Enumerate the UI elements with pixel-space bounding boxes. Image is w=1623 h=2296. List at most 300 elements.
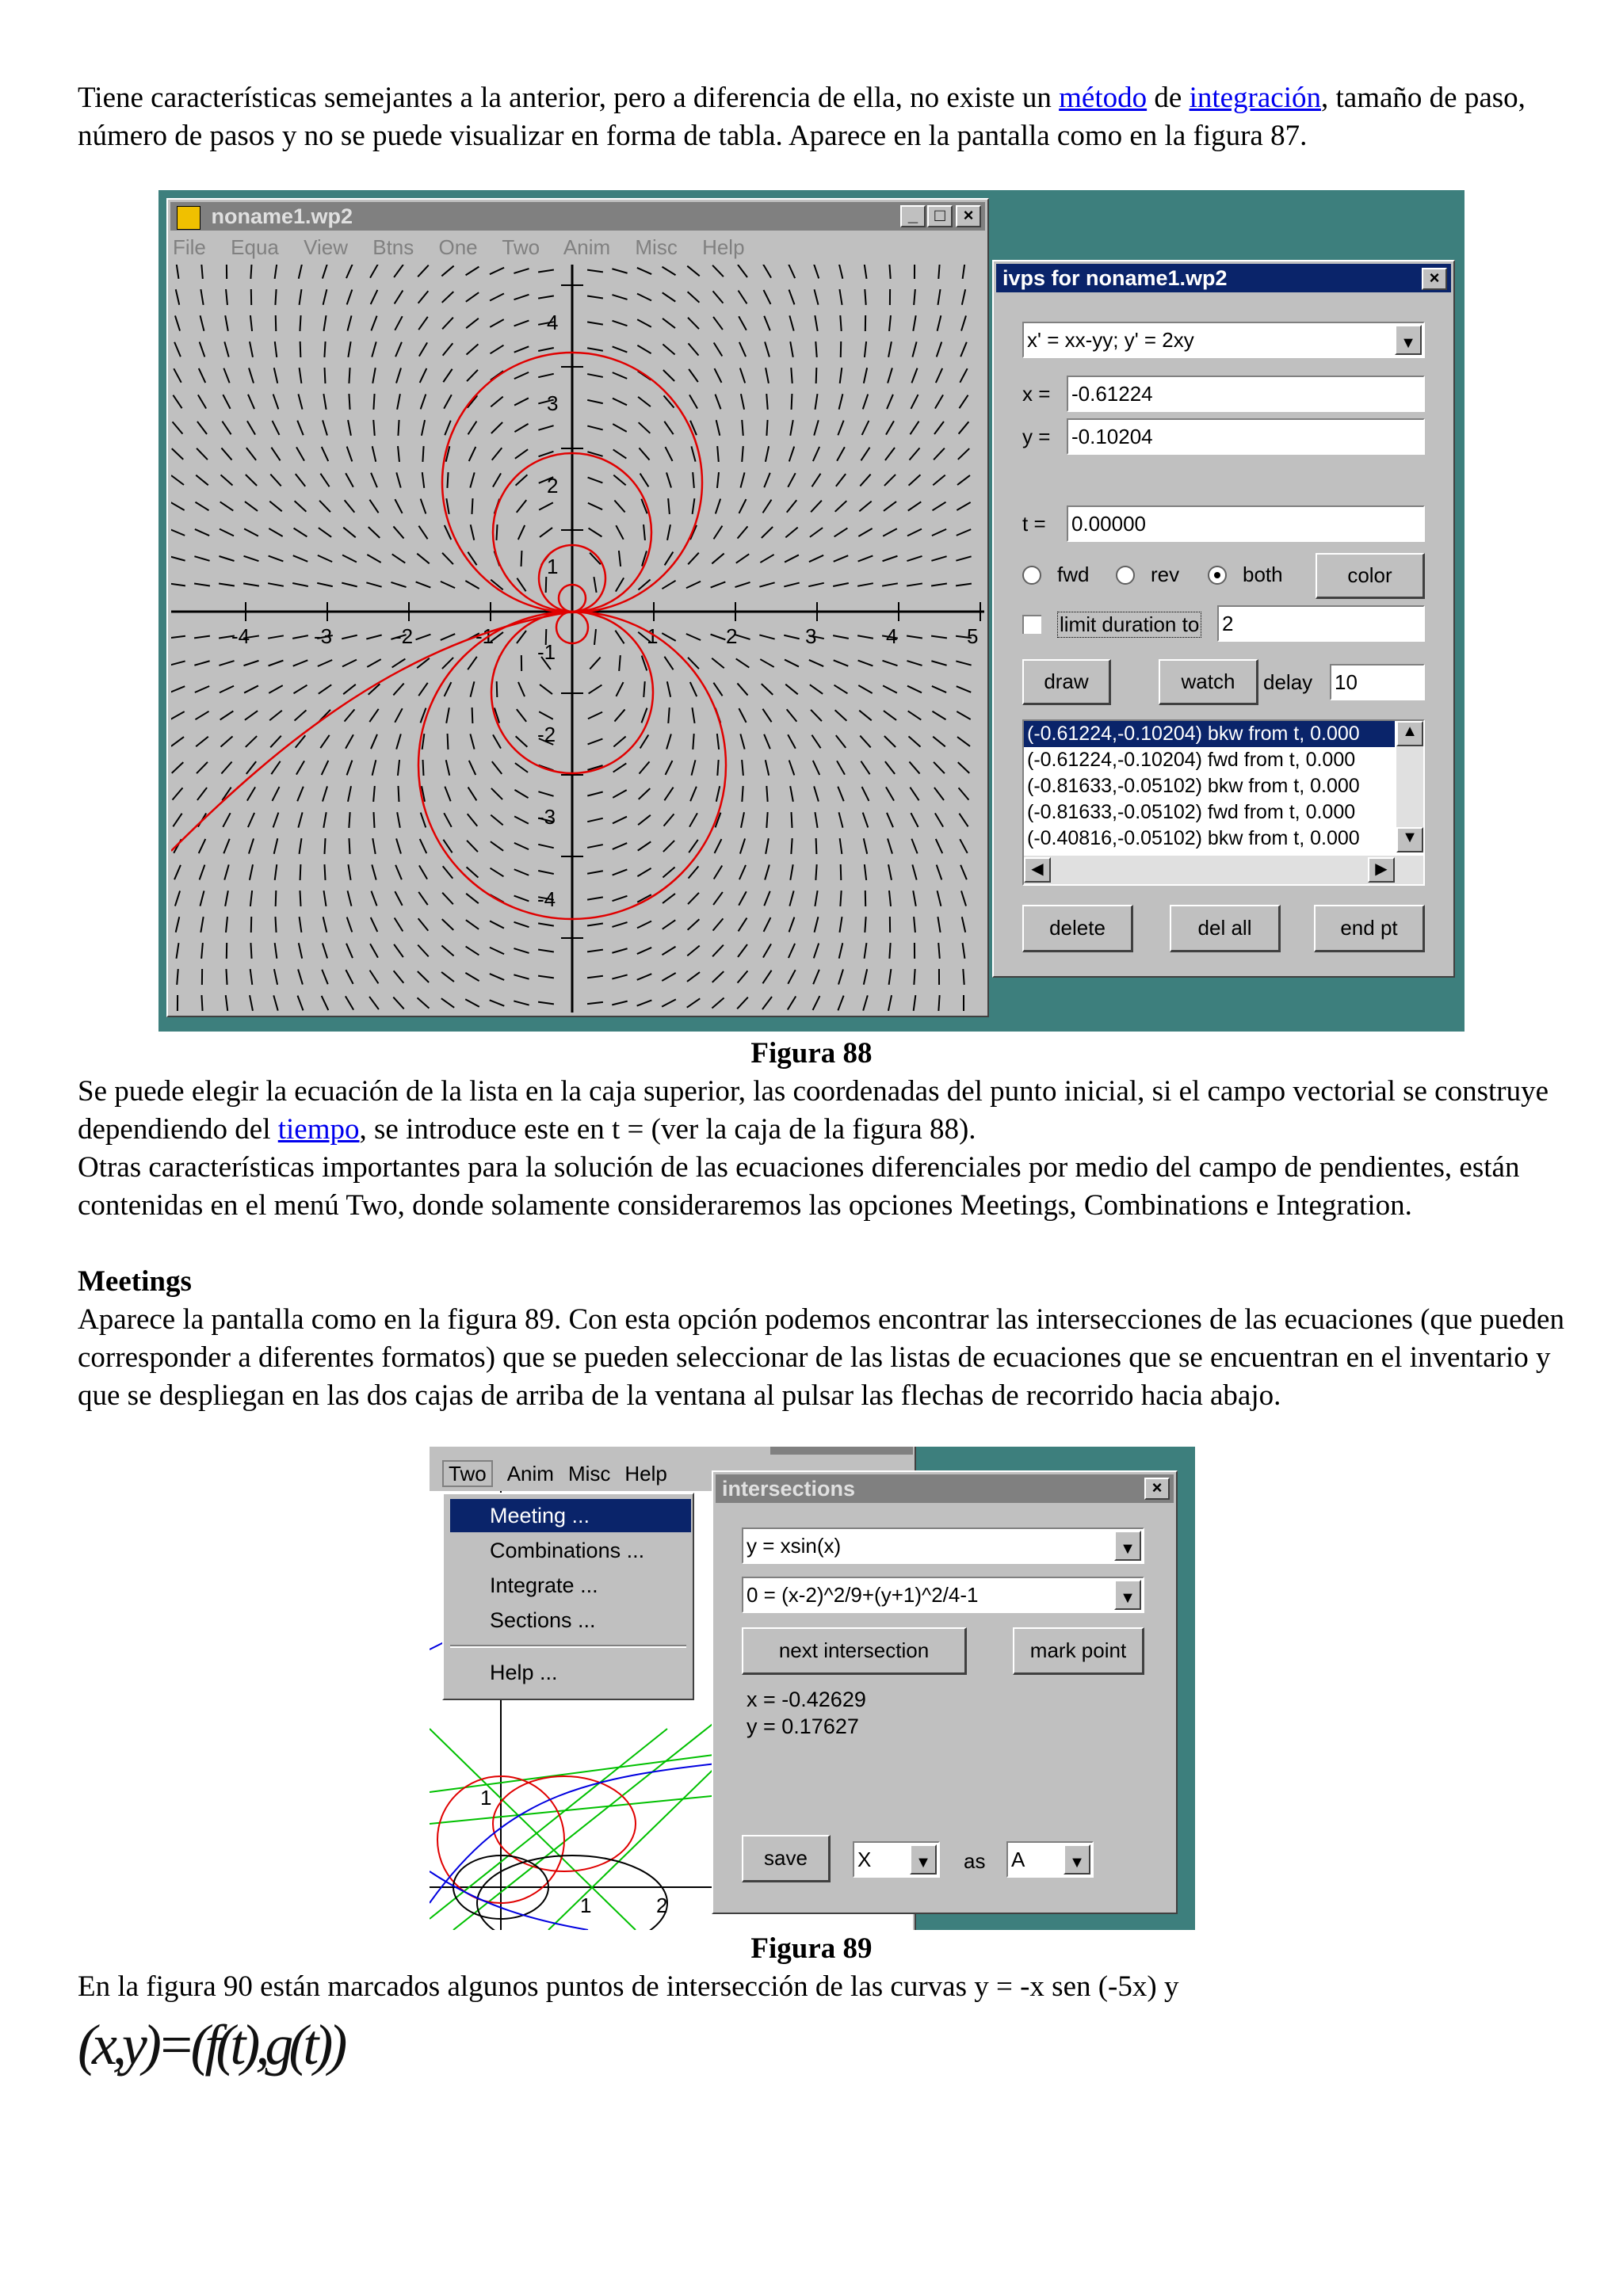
ivps-close-button[interactable]: × [1422,268,1447,290]
menu-equa[interactable]: Equa [231,235,279,259]
slope-segment [200,891,204,906]
slope-segment [490,921,504,928]
slope-segment [246,448,256,460]
slope-segment [587,296,603,299]
slope-field-plot[interactable] [171,265,984,1013]
slope-segment [420,368,427,383]
slope-segment [243,583,259,585]
slope-segment [247,787,255,800]
slope-segment [766,446,769,462]
main-window [166,198,989,1017]
slope-segment [220,502,234,510]
slope-segment [614,501,624,513]
color-button[interactable]: color [1316,553,1425,599]
slope-segment [840,891,841,906]
slope-segment [444,813,451,827]
slope-segment [688,893,699,904]
y-label: y = [1022,425,1051,448]
slope-segment [171,529,185,536]
slope-segment [346,944,353,958]
slope-segment [912,341,916,357]
slope-segment [838,421,843,436]
slope-segment [250,995,253,1011]
slope-segment [324,838,325,854]
paragraph-meetings: Aparece la pantalla como en la figura 89. Con esta opción podemos encontrar las intersecciones de las ecuaciones (que pueden corresponder a diferentes formatos) que se pueden seleccionar de las listas de ecuaciones que se encuentran en el inventario y que se despliegan en las dos cajas de arriba de la ventana al pulsar las flechas de recorrido hacia abajo. [78,1303,1564,1412]
slope-segment [197,448,208,460]
slope-segment [739,499,747,513]
slope-segment [514,948,529,953]
slope-segment [467,344,479,354]
slope-segment [342,555,357,562]
slope-segment [931,584,947,586]
slope-segment [638,397,651,406]
app-icon [177,206,200,230]
slope-segment [739,291,747,304]
save-button[interactable]: save [742,1835,831,1882]
slope-segment [418,526,427,540]
horizontal-scrollbar[interactable] [1024,856,1423,884]
slope-segment [521,551,522,566]
radio-rev-label: rev [1151,563,1180,586]
text: Tiene características semejantes a la anterior, pero a diferencia de ella, no existe un [78,82,1060,114]
slope-segment [223,813,230,827]
slope-segment [300,341,301,357]
slope-segment [442,893,453,905]
slope-segment [883,685,897,692]
limit-duration-checkbox[interactable] [1022,615,1041,634]
menu-item-sections[interactable]: Sections ... [490,1608,596,1632]
slope-segment [938,265,939,279]
slope-segment [298,969,303,984]
slope-segment [201,943,203,959]
slope-segment [961,315,966,330]
slope-segment [668,707,669,723]
slope-segment [275,265,277,279]
menu-file[interactable]: File [173,235,206,259]
menu-two[interactable]: Two [442,1460,493,1487]
scroll-up-icon[interactable]: ▲ [1396,721,1423,746]
slope-segment [587,348,603,350]
slope-segment [859,502,871,512]
slope-segment [713,892,723,905]
slope-segment [667,681,670,697]
slope-segment [171,502,185,510]
intersections-close-button[interactable]: × [1144,1478,1170,1500]
radio-both[interactable] [1208,566,1227,585]
chevron-down-icon[interactable]: ▼ [1395,325,1422,355]
slope-segment [760,659,773,667]
ivps-titlebar[interactable] [996,264,1451,292]
intersections-title: intersections [722,1477,856,1501]
menu-help[interactable]: Help [702,235,745,259]
slope-segment [446,498,449,514]
slope-segment [538,949,554,952]
slope-segment [369,709,378,722]
slope-segment [668,498,670,514]
slope-segment [322,761,329,775]
menu-item-combinations[interactable]: Combinations ... [490,1539,645,1562]
slope-segment [172,762,184,773]
solution-list[interactable] [1022,719,1425,886]
menu-item-meeting[interactable]: Meeting ... [450,1499,691,1532]
vertical-scrollbar[interactable] [1396,721,1423,852]
equation-select[interactable] [1022,322,1425,358]
slope-segment [393,997,403,1009]
slope-segment [663,292,676,301]
chevron-down-icon[interactable]: ▼ [1064,1844,1090,1875]
slope-segment [907,583,922,585]
slope-segment [226,969,227,985]
slope-segment [740,472,744,487]
slope-segment [587,792,602,796]
slope-segment [840,838,842,854]
link-metodo[interactable]: método [1059,82,1148,114]
slope-segment [197,762,208,773]
slope-segment [244,556,259,561]
chevron-down-icon[interactable]: ▼ [910,1844,937,1875]
slope-segment [637,294,651,301]
text: , tamaño de paso, número de pasos y no se puede visualizar en forma de tabla. Aparece en la pantalla como en la figura 87. [78,82,1526,152]
slope-segment [662,581,675,589]
slope-segment [273,395,279,410]
menu-btns[interactable]: Btns [372,235,414,259]
slope-segment [640,735,649,749]
next-intersection-button[interactable]: next intersection [742,1627,967,1675]
slope-segment [175,891,180,906]
slope-segment [418,892,428,905]
slope-segment [790,786,793,802]
list-item[interactable]: (-0.81633,-0.05102) fwd from t, 0.000 [1027,801,1356,823]
y-input[interactable]: -0.10204 [1067,418,1425,455]
slope-segment [587,818,603,822]
slope-segment [864,368,867,383]
radio-fwd[interactable] [1022,566,1041,585]
menu-misc[interactable]: Misc [567,1462,611,1486]
chevron-down-icon[interactable]: ▼ [1114,1580,1141,1610]
slope-segment [441,634,455,640]
paragraph-ecuacion [78,1073,1568,1149]
slope-segment [319,685,331,693]
slope-segment [662,267,675,276]
slope-segment [348,786,351,802]
slope-segment [613,424,626,432]
slope-segment [739,891,747,906]
slope-segment [538,1002,554,1005]
slope-segment [538,791,553,796]
caption-figura-89: Figura 89 [750,1932,873,1965]
watch-button[interactable]: watch [1159,659,1258,705]
slope-segment [909,736,921,746]
scroll-down-icon[interactable]: ▼ [1396,827,1423,852]
slope-segment [691,446,695,461]
delete-button[interactable]: delete [1022,905,1133,952]
slope-segment [931,661,946,666]
slope-segment [249,368,254,383]
chevron-down-icon[interactable]: ▼ [1114,1531,1141,1561]
menu-one[interactable]: One [438,235,478,259]
slope-segment [446,760,449,775]
slope-segment [588,712,602,719]
draw-button[interactable]: draw [1022,659,1111,705]
slope-segment [712,265,724,277]
slope-segment [348,891,352,906]
slope-segment [738,944,747,957]
slope-segment [911,839,917,854]
scroll-right-icon[interactable]: ▶ [1368,857,1395,883]
slope-segment [663,894,675,903]
slope-segment [269,502,282,512]
link-integracion[interactable]: integración [1189,82,1322,114]
slope-segment [372,446,376,461]
slope-segment [663,947,676,955]
slope-segment [369,997,379,1009]
slope-segment [299,943,302,959]
slope-segment [959,421,969,433]
slope-segment [740,734,744,749]
slope-segment [300,368,302,383]
slope-segment [250,864,253,880]
slope-segment [813,447,819,461]
main-menubar [173,233,983,261]
slope-segment [889,265,890,279]
list-item[interactable]: (-0.61224,-0.10204) fwd from t, 0.000 [1027,749,1356,771]
ivps-title: ivps for noname1.wp2 [1002,266,1228,290]
slope-segment [514,372,529,379]
save-variable-select[interactable] [853,1841,940,1878]
slope-segment [318,555,332,562]
slope-segment [860,736,870,748]
slope-segment [637,319,651,326]
slope-segment [587,374,603,377]
slope-segment [395,891,402,906]
slope-segment [957,711,970,719]
slope-segment [418,291,429,303]
slope-segment [172,448,183,460]
figure-88 [158,190,1465,1032]
slope-segment [812,735,820,749]
slope-segment [373,786,375,802]
slope-segment [836,735,846,748]
slope-segment [663,841,674,852]
menu-view[interactable]: View [304,235,348,259]
slope-segment [220,736,232,746]
slope-segment [441,998,454,1008]
slope-segment [637,948,651,954]
slope-segment [176,917,180,932]
link-tiempo[interactable]: tiempo [277,1113,360,1146]
slope-segment [471,524,475,540]
slope-segment [738,971,748,982]
slope-segment [176,943,178,959]
slope-segment [421,813,426,828]
slope-segment [815,864,816,880]
slope-segment [171,556,185,560]
slope-segment [294,685,307,694]
slope-segment [713,918,724,930]
menu-anim[interactable]: Anim [563,235,611,259]
slope-segment [790,864,792,880]
slope-segment [323,315,326,331]
slope-segment [196,502,209,511]
slope-segment [269,528,282,536]
slope-segment [491,815,502,826]
slope-segment [816,368,817,383]
slope-segment [588,739,603,745]
slope-segment [888,995,892,1011]
slope-segment [613,737,625,747]
slope-segment [639,788,651,799]
slope-segment [514,974,529,978]
menu-item-integrate[interactable]: Integrate ... [490,1573,598,1597]
slope-segment [248,395,254,409]
slope-segment [221,761,231,773]
scroll-left-icon[interactable]: ◀ [1024,857,1051,883]
slope-segment [201,265,203,279]
slope-segment [244,528,258,536]
slope-segment [662,973,675,981]
slope-segment [468,657,477,669]
slope-segment [470,734,474,749]
y-tick-label: -1 [537,640,556,664]
slope-segment [859,711,872,721]
slope-segment [841,864,842,880]
as-variable-select[interactable] [1006,1841,1094,1878]
slope-segment [348,864,350,880]
slope-segment [662,633,675,641]
list-item[interactable]: (-0.40816,-0.05102) bkw from t, 0.000 [1027,827,1360,849]
slope-segment [863,395,868,410]
slope-segment [322,996,329,1010]
slope-segment [587,924,603,926]
slope-segment [938,289,940,305]
slope-segment [342,635,357,639]
slope-segment [784,583,799,587]
slope-segment [865,265,867,279]
radio-rev[interactable] [1116,566,1135,585]
list-item[interactable]: (-0.61224,-0.10204) bkw from t, 0.000 [1024,721,1395,747]
menu-item-help[interactable]: Help ... [490,1661,558,1684]
slope-segment [736,658,750,667]
slope-segment [760,555,773,563]
slope-segment [789,290,795,305]
slope-segment [514,424,528,432]
slope-segment [517,500,526,513]
slope-segment [194,584,210,586]
slope-segment [173,421,183,433]
slope-segment [292,583,308,586]
slope-segment [612,269,627,273]
slope-segment [637,868,651,876]
slope-segment [219,556,234,561]
slope-segment [690,421,697,435]
slope-segment [221,448,231,460]
slope-segment [638,815,651,825]
delay-input[interactable]: 10 [1330,664,1425,700]
slope-segment [587,400,603,403]
del-all-button[interactable]: del all [1170,905,1281,952]
menu-misc[interactable]: Misc [635,235,678,259]
slope-segment [347,315,351,330]
slope-segment [369,500,378,513]
slope-segment [889,891,891,906]
equation-1-select[interactable] [742,1527,1144,1564]
main-window-titlebar[interactable] [170,202,985,231]
slope-segment [883,661,898,666]
slope-segment [663,318,675,328]
menu-two[interactable]: Two [502,235,540,259]
slope-segment [371,316,376,331]
slope-segment [587,845,603,848]
text: Se puede elegir la ecuación de la lista en la caja superior, las coordenadas del punto inicial, si el campo vectorial se construye dependiendo del [78,1075,1549,1146]
slope-segment [863,995,868,1010]
list-item[interactable]: (-0.81633,-0.05102) bkw from t, 0.000 [1027,775,1360,797]
slope-segment [643,681,644,697]
slope-segment [471,681,475,696]
end-pt-button[interactable]: end pt [1314,905,1425,952]
slope-segment [325,368,326,383]
slope-segment [275,864,277,880]
slope-segment [466,267,479,276]
t-input[interactable]: 0.00000 [1067,505,1425,542]
slope-segment [496,524,497,540]
slope-segment [272,787,279,801]
slope-segment [909,475,921,485]
slope-segment [788,970,795,984]
menu-anim[interactable]: Anim [506,1462,554,1486]
x-input[interactable]: -0.61224 [1067,376,1425,412]
close-button[interactable]: × [956,205,981,227]
menu-help[interactable]: Help [624,1462,667,1486]
slope-segment [372,864,376,879]
slope-segment [276,315,277,331]
slope-segment [396,734,401,749]
slope-segment [814,265,819,278]
save-variable-value: X [857,1848,872,1871]
slope-segment [789,265,795,278]
t-label: t = [1022,512,1046,536]
slope-segment [838,969,843,984]
slope-segment [445,421,450,436]
slope-segment [863,813,869,828]
slope-segment [858,661,873,666]
slope-segment [298,812,302,827]
slope-segment [273,995,277,1010]
equation-2-select[interactable] [742,1577,1144,1613]
minimize-button[interactable]: _ [900,205,926,227]
intersections-titlebar[interactable] [716,1474,1174,1503]
slope-segment [861,448,869,461]
slope-segment [907,636,922,639]
slope-segment [885,448,895,460]
slope-segment [469,761,475,775]
slope-segment [417,554,429,564]
slope-segment [612,974,627,978]
slope-segment [373,420,374,436]
slope-segment [663,370,674,381]
slope-segment [323,394,326,410]
slope-segment [790,341,793,357]
slope-segment [813,996,820,1010]
slope-segment [420,839,427,853]
slope-segment [712,658,724,669]
mark-point-button[interactable]: mark point [1013,1627,1144,1675]
slope-segment [612,948,627,952]
maximize-button[interactable]: □ [927,205,953,227]
limit-duration-input[interactable]: 2 [1217,605,1425,642]
x-tick-label: -4 [231,624,250,648]
slope-segment [324,864,325,880]
slope-segment [763,500,772,513]
